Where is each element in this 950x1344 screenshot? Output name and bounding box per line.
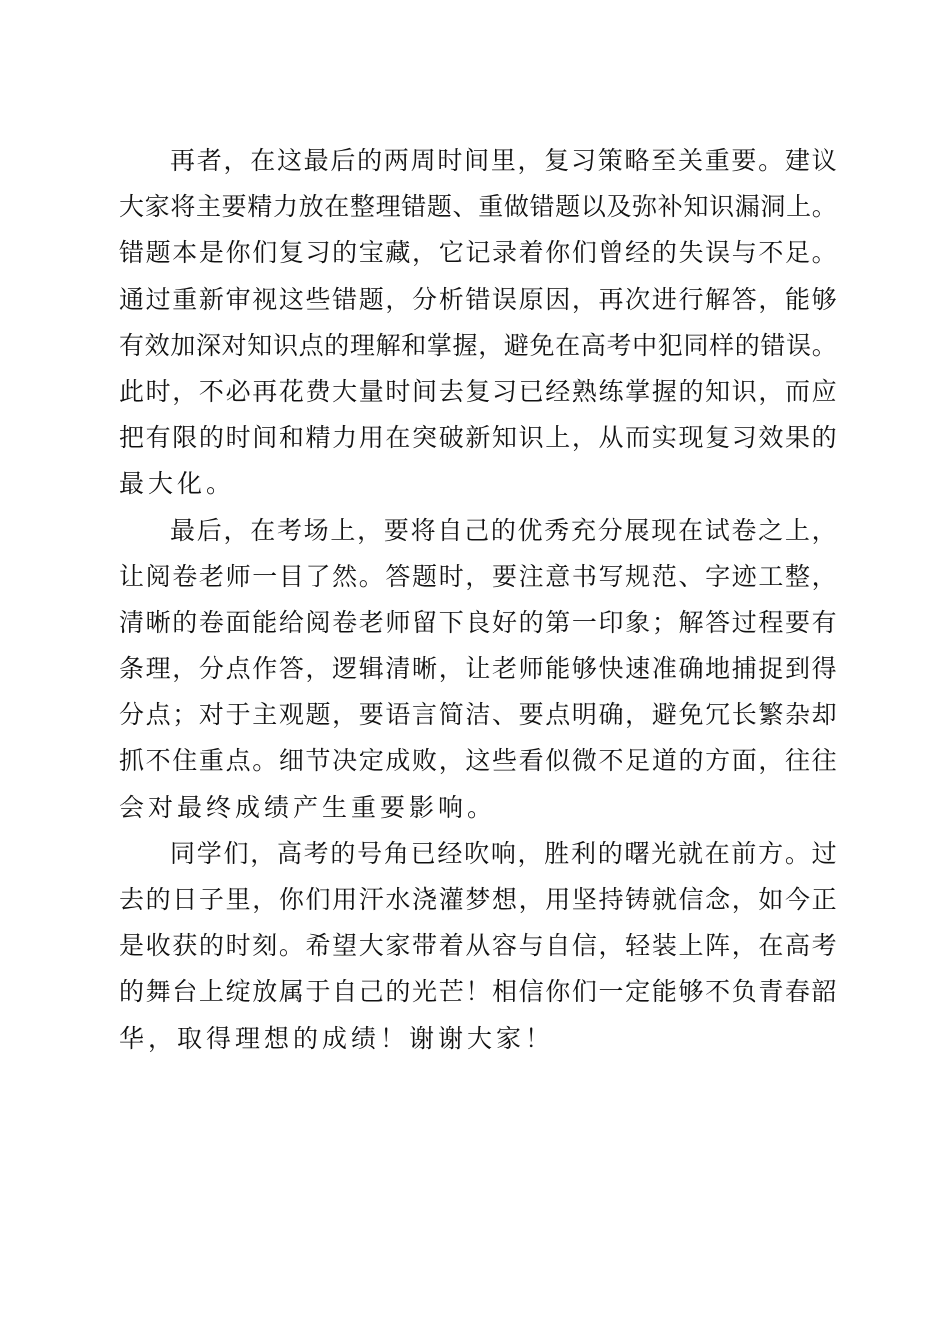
text-line: 分 点 ； 对 于 主 观 题 ， 要 语 言 简 洁 、 要 点 明 确 ， 避 免 冗 长 繁 杂 却 (119, 700, 837, 730)
text-line: 华，取得理想的成绩！谢谢大家！ (119, 1023, 555, 1053)
text-line: 最 后 ， 在 考 场 上 ， 要 将 自 己 的 优 秀 充 分 展 现 在 试 卷 之 上 ， (170, 515, 837, 545)
text-line: 去 的 日 子 里 ， 你 们 用 汗 水 浇 灌 梦 想 ， 用 坚 持 铸 就 信 念 ， 如 今 正 (119, 885, 837, 914)
text-line: 再 者 ， 在 这 最 后 的 两 周 时 间 里 ， 复 习 策 略 至 关 重 要 。 建 议 (170, 146, 837, 175)
text-line: 的 舞 台 上 绽 放 属 于 自 己 的 光 芒 ！ 相 信 你 们 一 定 能 够 不 负 青 春 韶 (119, 977, 837, 1007)
text-line: 把 有 限 的 时 间 和 精 力 用 在 突 破 新 知 识 上 ， 从 而 实 现 复 习 效 果 的 (119, 423, 837, 453)
paragraph-exam-room (119, 508, 837, 831)
text-line: 最大化。 (119, 469, 236, 499)
text-line: 错 题 本 是 你 们 复 习 的 宝 藏 ， 它 记 录 着 你 们 曾 经 的 失 误 与 不 足 。 (119, 238, 837, 268)
paragraph-review-strategy (119, 138, 837, 508)
text-line: 是 收 获 的 时 刻 。 希 望 大 家 带 着 从 容 与 自 信 ， 轻 装 上 阵 ， 在 高 考 (119, 931, 837, 961)
body-text (119, 138, 837, 1062)
text-line: 此 时 ， 不 必 再 花 费 大 量 时 间 去 复 习 已 经 熟 练 掌 握 的 知 识 ， 而 应 (119, 376, 837, 406)
text-line: 条 理 ， 分 点 作 答 ， 逻 辑 清 晰 ， 让 老 师 能 够 快 速 准 确 地 捕 捉 到 得 (119, 654, 837, 684)
text-line: 会对最终成绩产生重要影响。 (119, 792, 497, 822)
paragraph-closing (119, 831, 837, 1062)
text-line: 清 晰 的 卷 面 能 给 阅 卷 老 师 留 下 良 好 的 第 一 印 象 ； 解 答 过 程 要 有 (119, 607, 837, 637)
text-line: 抓 不 住 重 点 。 细 节 决 定 成 败 ， 这 些 看 似 微 不 足 道 的 方 面 ， 往 往 (119, 746, 837, 776)
text-line: 有 效 加 深 对 知 识 点 的 理 解 和 掌 握 ， 避 免 在 高 考 中 犯 同 样 的 错 误 。 (119, 330, 837, 360)
text-line: 让 阅 卷 老 师 一 目 了 然 。 答 题 时 ， 要 注 意 书 写 规 范 、 字 迹 工 整 ， (119, 561, 837, 591)
text-line: 同 学 们 ， 高 考 的 号 角 已 经 吹 响 ， 胜 利 的 曙 光 就 在 前 方 。 过 (170, 838, 837, 868)
text-line: 大 家 将 主 要 精 力 放 在 整 理 错 题 、 重 做 错 题 以 及 弥 补 知 识 漏 洞 上 。 (119, 192, 837, 222)
text-line: 通 过 重 新 审 视 这 些 错 题 ， 分 析 错 误 原 因 ， 再 次 进 行 解 答 ， 能 够 (119, 284, 837, 314)
